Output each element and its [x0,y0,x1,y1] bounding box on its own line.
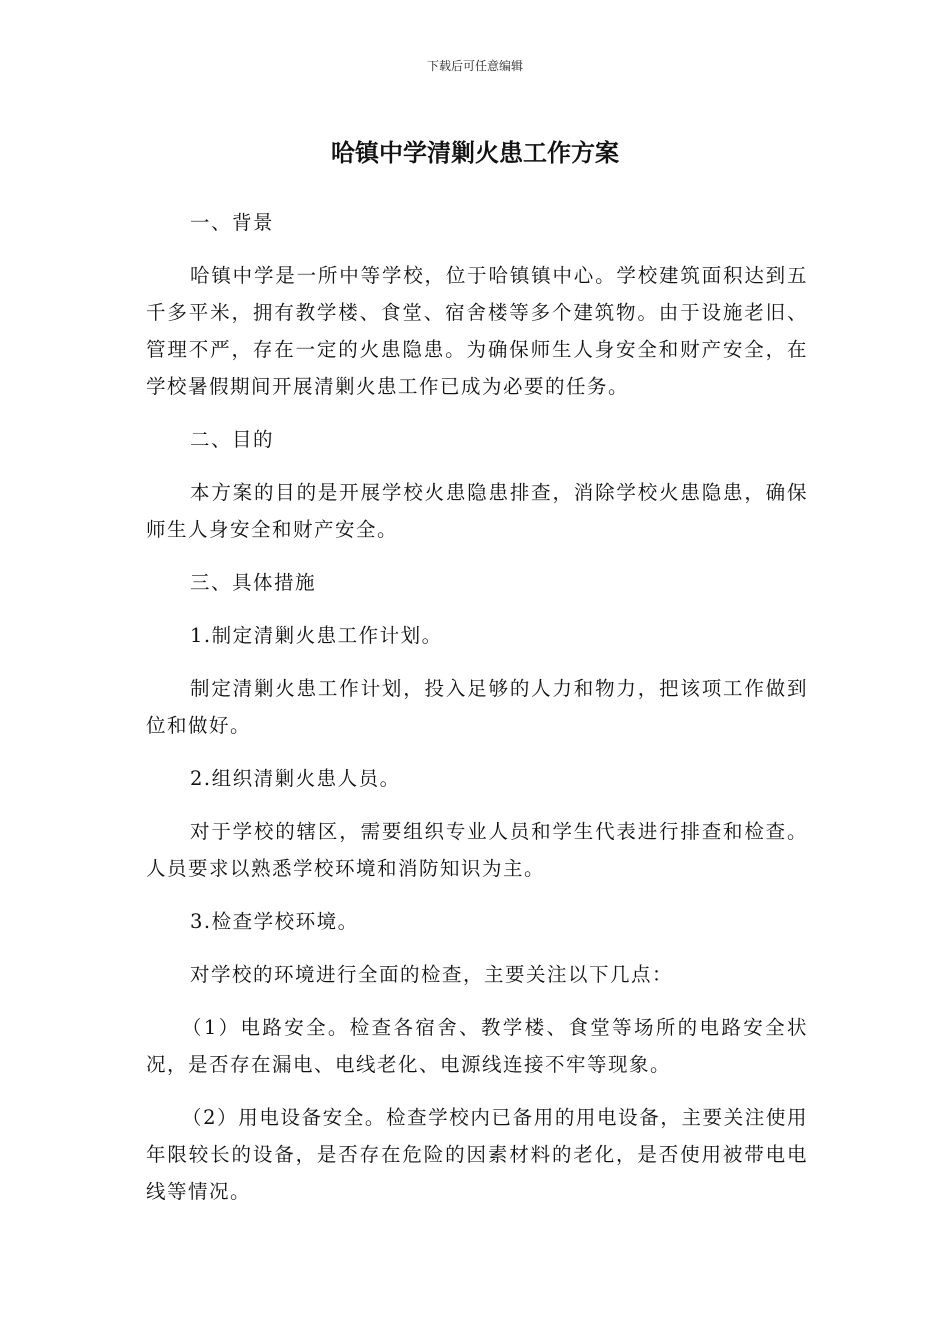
paragraph-purpose: 本方案的目的是开展学校火患隐患排查，消除学校火患隐患，确保师生人身安全和财产安全。 [146,481,808,541]
paragraph-personnel: 对于学校的辖区，需要组织专业人员和学生代表进行排查和检查。人员要求以熟悉学校环境和消防知识为主。 [146,820,808,880]
section-heading-measures: 三、具体措施 [190,571,317,594]
document-title: 哈镇中学清剿火患工作方案 [331,139,619,167]
section-heading-background: 一、背景 [190,211,275,234]
section-heading-purpose: 二、目的 [190,428,275,451]
paragraph-plan: 制定清剿火患工作计划，投入足够的人力和物力，把该项工作做到位和做好。 [146,677,808,737]
list-item-circuit-safety: （1）电路安全。检查各宿舍、教学楼、食堂等场所的电路安全状况，是否存在漏电、电线老化、电源线连接不牢等现象。 [146,1016,808,1076]
document-body [146,204,808,1226]
subheading-plan: 1.制定清剿火患工作计划。 [190,624,443,647]
header-note: 下载后可任意编辑 [426,59,523,73]
subheading-inspection: 3.检查学校环境。 [190,910,359,933]
paragraph-inspection: 对学校的环境进行全面的检查，主要关注以下几点： [190,963,674,986]
subheading-personnel: 2.组织清剿火患人员。 [190,767,401,790]
paragraph-background: 哈镇中学是一所中等学校，位于哈镇镇中心。学校建筑面积达到五千多平米，拥有教学楼、食堂、宿舍楼等多个建筑物。由于设施老旧、管理不严，存在一定的火患隐患。为确保师生人身安全和财产安全，在学校暑假期间开展清剿火患工作已成为必要的任务。 [146,264,808,398]
list-item-equipment-safety: （2）用电设备安全。检查学校内已备用的用电设备，主要关注使用年限较长的设备，是否存在危险的因素材料的老化，是否使用被带电电线等情况。 [146,1106,808,1203]
